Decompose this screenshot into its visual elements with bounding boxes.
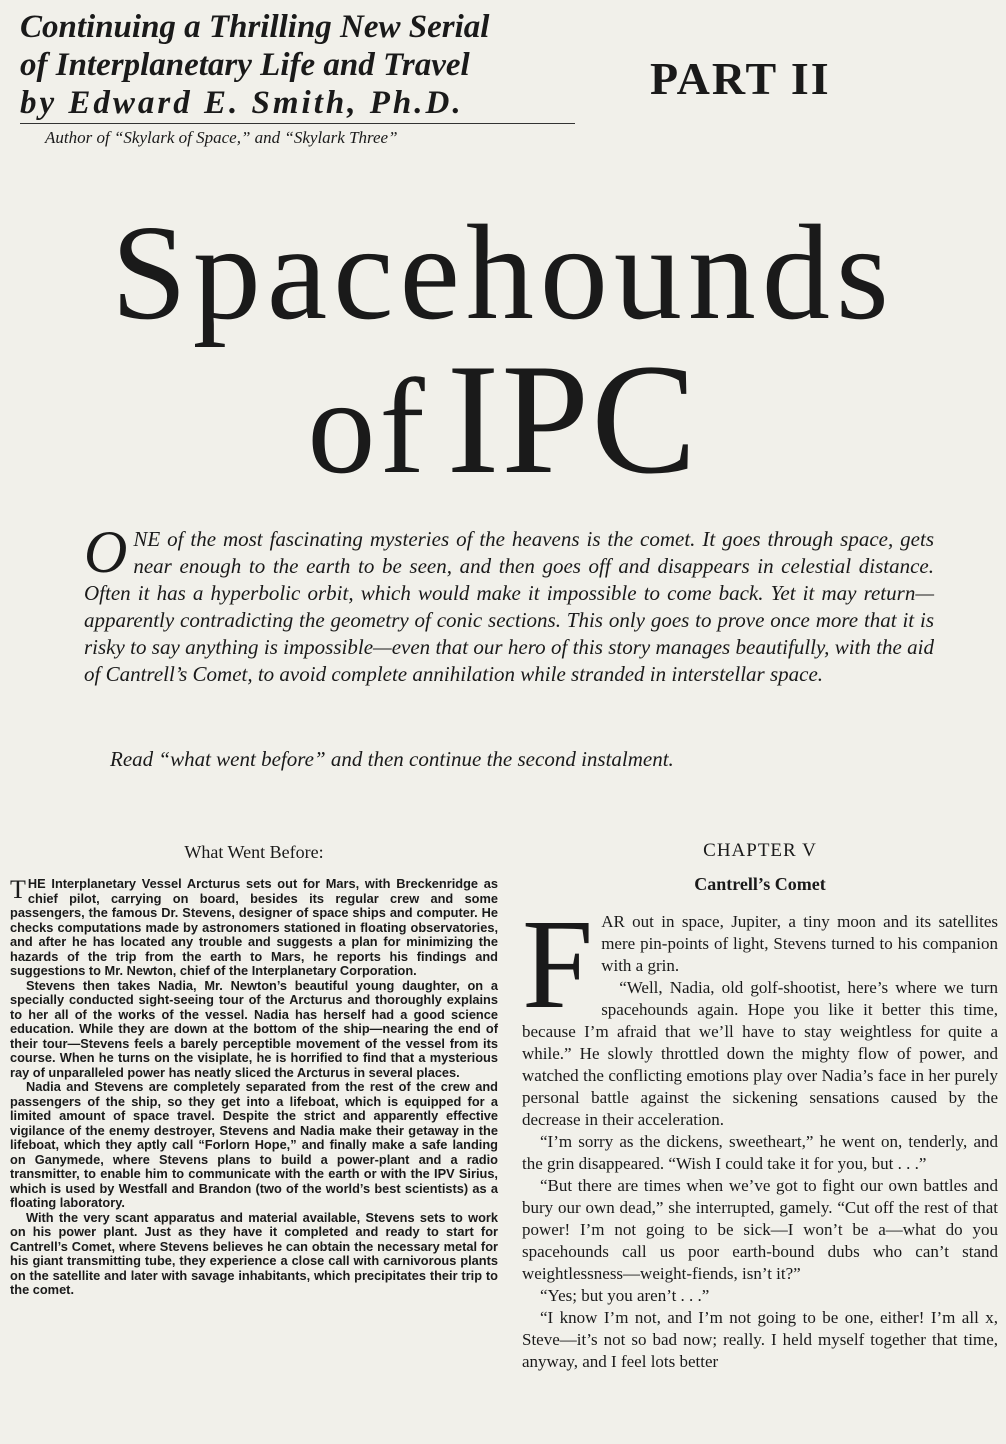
chapter-title: Cantrell’s Comet — [694, 874, 826, 894]
story-paragraph-text: AR out in space, Jupiter, a tiny moon and its satellites mere pin-points of light, Stevens turned to his companion with a grin. — [601, 912, 998, 975]
intro-dropcap: O — [84, 519, 128, 585]
author-byline: by Edward E. Smith, Ph.D. — [20, 84, 575, 124]
summary-body — [10, 877, 498, 1298]
intro-blurb — [84, 519, 934, 688]
story-title-line-1: Spacehounds — [111, 198, 895, 348]
summary-heading: What Went Before: — [184, 842, 324, 862]
story-paragraph — [522, 893, 998, 1035]
summary-paragraph — [10, 877, 498, 979]
intro-text: NE of the most fascinating mysteries of the heavens is the comet. It goes through space, gets near enough to the earth to be seen, and then goes off and disappears in celestial distance. Often it has a hyperbolic orbit, which would make it impossible to come back. Yet it may return—apparently contradicting the geometry of conic sections. This only goes to prove once more that it is risky to say anything is impossible—even that our hero of this story manages beautifully, with the aid of Cantrell’s Comet, to avoid complete annihilation while stranded in interstellar space. — [84, 527, 934, 686]
story-paragraph: “I know I’m not, and I’m not going to be one, either! I’m all x, Steve—it’s not so bad now; really. I held myself together that time, anyway, and I feel lots better — [522, 1308, 998, 1371]
chapter-number: CHAPTER V — [703, 840, 817, 861]
title-word-ipc: IPC — [446, 332, 699, 507]
summary-paragraph: Nadia and Stevens are completely separated from the rest of the crew and passengers of the ship, so they get into a lifeboat, which is equipped for a limited amount of space travel. Despite the strict and apparently effective vigilance of the enemy destroyer, Stevens and Nadia make their getaway in the lifeboat, which they aptly call “Forlorn Hope,” and finally make a safe landing on Ganymede, where Stevens plans to build a power-plant and a radio transmitter, to enable him to communicate with the earth or with the IPV Sirius, which is used by Westfall and Brandon (two of the world’s best scientists) as a floating laboratory. — [10, 1079, 498, 1210]
story-title-line-2 — [0, 332, 1006, 507]
serial-header — [20, 8, 580, 148]
summary-paragraph: Stevens then takes Nadia, Mr. Newton’s beautiful young daughter, on a specially conducted sight-seeing tour of the Arcturus and thoroughly explains to her all of the works of the vessel. Nadia has herself had a good science education. While they are down at the bottom of the ship—nearing the end of their tour—Stevens feels a barely perceptible movement of the vessel from its course. When he turns on the visiplate, he is horrified to find that a mysterious ray of unparalleled power has neatly sliced the Arcturus in several places. — [10, 977, 498, 1080]
story-body — [522, 893, 998, 1373]
story-paragraph: “I’m sorry as the dickens, sweetheart,” he went on, tenderly, and the grin disappeared. “Wish I could take it for you, but . . .” — [522, 1132, 998, 1173]
title-word-of: of — [307, 352, 429, 502]
story-column — [522, 840, 998, 1373]
serial-tagline-2: of Interplanetary Life and Travel — [20, 47, 470, 83]
intro-read-note: Read “what went before” and then continue the second instalment. — [110, 747, 674, 771]
author-credits: Author of “Skylark of Space,” and “Skylark Three” — [45, 128, 398, 147]
story-paragraph: “Well, Nadia, old golf-shootist, here’s where we turn spacehounds again. Hope you like it better this time, because I’m afraid that we’ll have to stay weightless for quite a while.” He slowly throttled down the mighty flow of power, and watched the conflicting emotions play over Nadia’s face in her purely personal battle against the sickening sensations caused by the decrease in their acceleration. — [522, 978, 998, 1129]
part-label: PART II — [650, 53, 831, 104]
serial-tagline-1: Continuing a Thrilling New Serial — [20, 9, 490, 45]
summary-dropcap: T — [10, 875, 26, 904]
summary-paragraph: With the very scant apparatus and material available, Stevens sets to work on his power plant. Just as they have it completed and ready to start for Cantrell’s Comet, where Stevens believes he can obtain the necessary metal for his giant transmitting tube, they experience a close call with carnivorous plants on the satellite and later with savage inhabitants, which precipitates their trip to the comet. — [10, 1209, 498, 1297]
story-paragraph: “Yes; but you aren’t . . .” — [540, 1286, 710, 1305]
story-dropcap: F — [522, 893, 594, 1035]
story-paragraph: “But there are times when we’ve got to fight our own battles and bury our own dead,” she interrupted, gamely. “Cut off the rest of that power! I’m not going to be sick—I won’t be a—what do you spacehounds call us poor earth-bound dubs who can’t stand weightlessness—weight-fiends, isn’t it?” — [522, 1176, 998, 1283]
summary-column — [10, 842, 498, 1298]
summary-paragraph-text: HE Interplanetary Vessel Arcturus sets out for Mars, with Breckenridge as chief pilot, carrying on board, besides its regular crew and some passengers, the famous Dr. Stevens, designer of space ships and computer. He checks computations made by astronomers stationed in floating observatories, and after he has located any trouble and suggests a plan for minimizing the hazards of the trip from the earth to Mars, he reports his findings and suggestions to Mr. Newton, chief of the Interplanetary Corporation. — [10, 876, 498, 978]
